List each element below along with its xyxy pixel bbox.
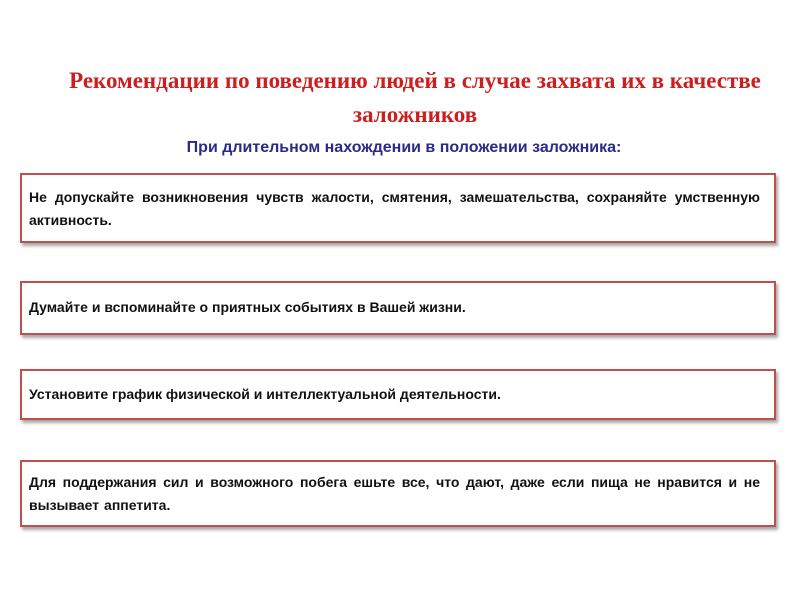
slide-subtitle: При длительном нахождении в положении заложника:	[186, 139, 622, 156]
recommendation-card-2	[20, 281, 776, 335]
slide-title: Рекомендации по поведению людей в случае захвата их в качестве заложников	[69, 68, 761, 127]
recommendation-text-3: Установите график физической и интеллектуальной деятельности.	[29, 386, 501, 402]
recommendation-text-2: Думайте и вспоминайте о приятных событиях в Вашей жизни.	[29, 299, 466, 315]
recommendation-card-1	[20, 173, 776, 243]
recommendation-card-3	[20, 369, 776, 420]
recommendation-text-1: Не допускайте возникновения чувств жалости, смятения, замешательства, сохраняйте умственную активность.	[29, 189, 760, 228]
recommendation-card-4	[20, 460, 776, 527]
recommendation-text-4: Для поддержания сил и возможного побега ешьте все, что дают, даже если пища не нравится и не вызывает аппетита.	[29, 474, 760, 513]
